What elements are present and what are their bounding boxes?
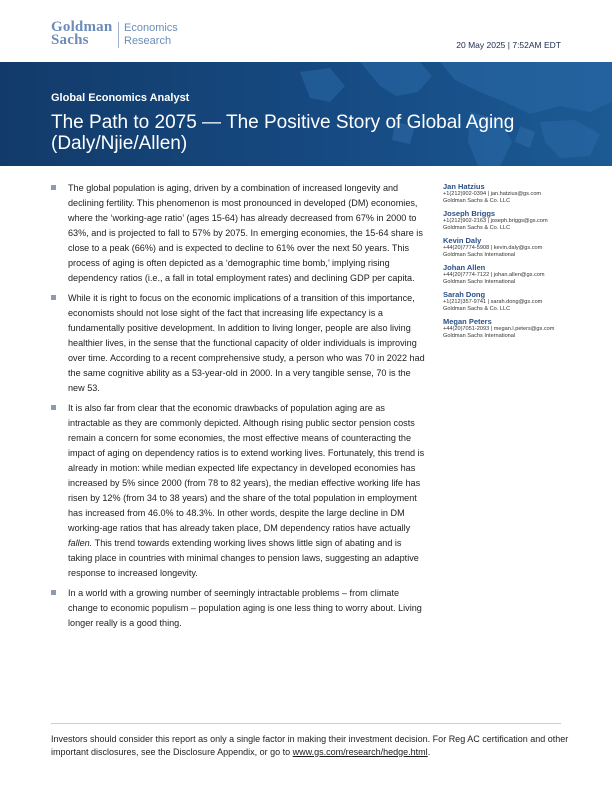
logo-sub-line-1: Economics	[124, 22, 178, 34]
summary-body	[51, 181, 426, 636]
bullet-text-part: This trend towards extending working lives shows little sign of abating and is taking place in countries with minimal changes to pension laws, suggesting an adaptive response to increased longevity.	[68, 538, 419, 578]
author-entry	[443, 290, 583, 312]
author-firm: Goldman Sachs International	[443, 332, 516, 339]
author-contact[interactable]: +44(20)7051-2093 | megan.l.peters@gs.com	[443, 326, 555, 332]
author-entry	[443, 263, 583, 285]
logo-sub-line-2: Research	[124, 35, 172, 47]
summary-bullet	[51, 181, 426, 286]
publication-date: 20 May 2025 | 7:52AM EDT	[456, 40, 561, 50]
logo-divider	[118, 22, 119, 48]
logo-line-2: Sachs	[51, 32, 89, 48]
author-name: Johan Allen	[443, 263, 486, 272]
bullet-text	[68, 403, 424, 578]
bullet-square-icon	[51, 405, 56, 410]
footer-divider	[51, 723, 561, 724]
goldman-sachs-logo	[51, 21, 112, 47]
summary-bullet	[51, 291, 426, 396]
author-entry	[443, 236, 583, 258]
disclosure-period: .	[427, 746, 431, 757]
summary-bullet	[51, 586, 426, 631]
author-firm: Goldman Sachs & Co. LLC	[443, 305, 511, 312]
emphasis-text: fallen.	[68, 538, 93, 548]
bullet-text: While it is right to focus on the economic implications of a transition of this importance, economists should not lose sight of the fact that increasing life expectancy is a fundamentally positive development. In addition to living longer, people are also living healthier lives, in the sense that the functional capacity of older individuals is improving over time. According to a recent comprehensive study, a person who was 70 in 2022 had the same cognitive ability as a 53-year-old in 2000. In a very tangible sense, 70 is the new 53.	[68, 293, 425, 393]
author-entry	[443, 209, 583, 231]
disclosure-text: Investors should consider this report as only a single factor in making their investment decision. For Reg AC certification and other important disclosures, see the Disclosure Appendix, or go to	[51, 734, 569, 757]
author-firm: Goldman Sachs International	[443, 278, 516, 285]
author-firm: Goldman Sachs & Co. LLC	[443, 224, 511, 231]
disclosure-link[interactable]: www.gs.com/research/hedge.html	[292, 746, 428, 757]
bullet-text: In a world with a growing number of seemingly intractable problems – from climate change to economic populism – population aging is one less thing to worry about. Living longer really is a good thing.	[68, 588, 422, 628]
bullet-square-icon	[51, 590, 56, 595]
author-contact[interactable]: +1(212)902-2163 | joseph.briggs@gs.com	[443, 218, 548, 224]
author-firm: Goldman Sachs International	[443, 251, 516, 258]
bullet-text-part: It is also far from clear that the economic drawbacks of population aging are as intractable as they are commonly depicted. Although rising public sector pension costs remain a concern for some economies, the most effective means of counteracting the impact of aging on dependency ratios is to extend working lives. Fortunately, this trend is already in motion: while median expected life expectancy in developed economies has increased by 5% since 2000 (from 78 to 82 years), the median effective working life has risen by 12% (from 34 to 38 years) and the share of the total population in employment has increased from 46.0% to 48.3%. In other words, despite the large decline in DM working-age ratios that has already taken place, DM dependency ratios have actually	[68, 403, 425, 533]
report-series-label: Global Economics Analyst	[51, 92, 190, 104]
page-header	[0, 0, 612, 62]
bullet-text: The global population is aging, driven by a combination of increased longevity and declining fertility. This phenomenon is most pronounced in developed (DM) economies, where the ‘working-age ratio’ (ages 15-64) has already decreased from 67% in 2000 to 63%, and is projected to fall to 57% by 2075. In emerging economies, the 15-64 share is close to a peak (66%) and is expected to decline to 61% over the next 50 years. This process of aging is often depicted as a ‘demographic time bomb,’ implying rising dependency ratios (i.e., a fall in total employment rates) and declining GDP per capita.	[68, 183, 423, 283]
report-title: The Path to 2075 — The Positive Story of Global Aging (Daly/Njie/Allen)	[51, 112, 515, 154]
author-contact[interactable]: +1(212)902-0394 | jan.hatzius@gs.com	[443, 191, 542, 197]
bullet-square-icon	[51, 185, 56, 190]
author-contact[interactable]: +1(212)357-9741 | sarah.dong@gs.com	[443, 299, 543, 305]
summary-bullet	[51, 401, 426, 581]
author-entry	[443, 182, 583, 204]
bullet-square-icon	[51, 295, 56, 300]
author-name: Joseph Briggs	[443, 209, 496, 218]
author-name: Sarah Dong	[443, 290, 486, 299]
author-entry	[443, 317, 583, 339]
author-contact[interactable]: +44(20)7774-5908 | kevin.daly@gs.com	[443, 245, 543, 251]
author-name: Jan Hatzius	[443, 182, 485, 191]
author-name: Kevin Daly	[443, 236, 482, 245]
author-list	[443, 182, 583, 344]
logo-line-1: Goldman	[51, 19, 113, 35]
author-contact[interactable]: +44(20)7774-7122 | johan.allen@gs.com	[443, 272, 545, 278]
author-firm: Goldman Sachs & Co. LLC	[443, 197, 511, 204]
economics-research-label	[124, 22, 178, 48]
disclosure-note	[51, 733, 571, 758]
author-name: Megan Peters	[443, 317, 492, 326]
